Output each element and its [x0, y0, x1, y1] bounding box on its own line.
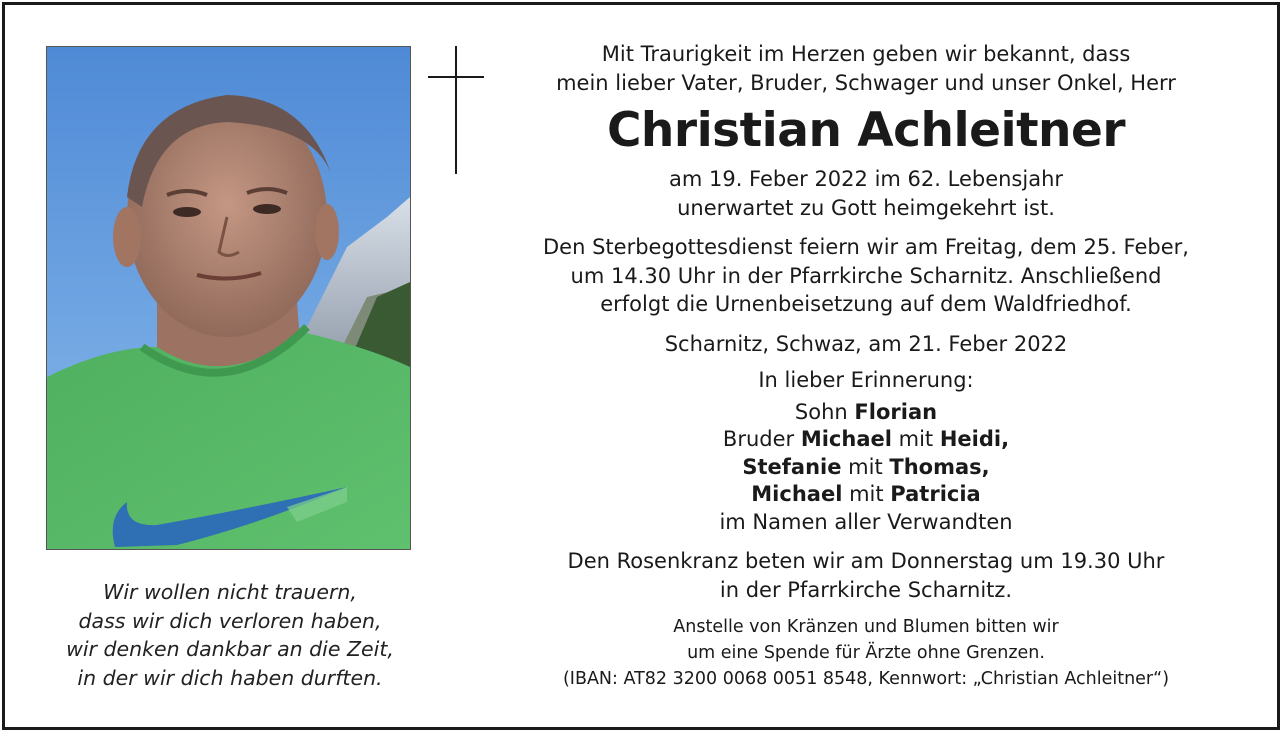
poem-line: Wir wollen nicht trauern, — [103, 580, 357, 604]
family-line: Michael mit Patricia — [751, 482, 981, 506]
cross-icon — [428, 46, 484, 174]
rosary-info: Den Rosenkranz beten wir am Donnerstag um 19.30 Uhr in der Pfarrkirche Scharnitz. — [567, 549, 1165, 602]
poem-line: wir denken dankbar an die Zeit, — [66, 637, 394, 661]
death-date: am 19. Feber 2022 im 62. Lebensjahr unerwartet zu Gott heimgekehrt ist. — [668, 167, 1064, 220]
donation-info: Anstelle von Kränzen und Blumen bitten wir um eine Spende für Ärzte ohne Grenzen. (IBAN: AT82 3200 0068 0051 8548, Kennwort: „Christian Achleitner“) — [562, 617, 1170, 689]
poem-line: in der wir dich haben durften. — [77, 665, 383, 690]
poem-line: dass wir dich verloren haben, — [78, 608, 382, 633]
intro-text: Mit Traurigkeit im Herzen geben wir bekannt, dass mein lieber Vater, Bruder, Schwager und unser Onkel, Herr — [556, 42, 1176, 95]
funeral-service-info: Den Sterbegottesdienst feiern wir am Freitag, dem 25. Feber, um 14.30 Uhr in der Pfarrkirche Scharnitz. Anschließend erfolgt die Urnenbeisetzung auf dem Waldfriedhof. — [543, 235, 1189, 316]
obituary-text — [500, 40, 1232, 692]
portrait-photo — [46, 46, 411, 550]
family-relatives: im Namen aller Verwandten — [719, 509, 1013, 534]
family-line: Sohn Florian — [794, 399, 938, 424]
memorial-poem — [30, 578, 430, 692]
memory-heading: In lieber Erinnerung: — [758, 368, 974, 392]
family-list — [500, 399, 1232, 537]
family-line: Stefanie mit Thomas, — [742, 454, 990, 479]
family-line: Bruder Michael mit Heidi, — [722, 427, 1010, 451]
place-and-date: Scharnitz, Schwaz, am 21. Feber 2022 — [664, 331, 1068, 356]
deceased-name: Christian Achleitner — [606, 103, 1126, 158]
